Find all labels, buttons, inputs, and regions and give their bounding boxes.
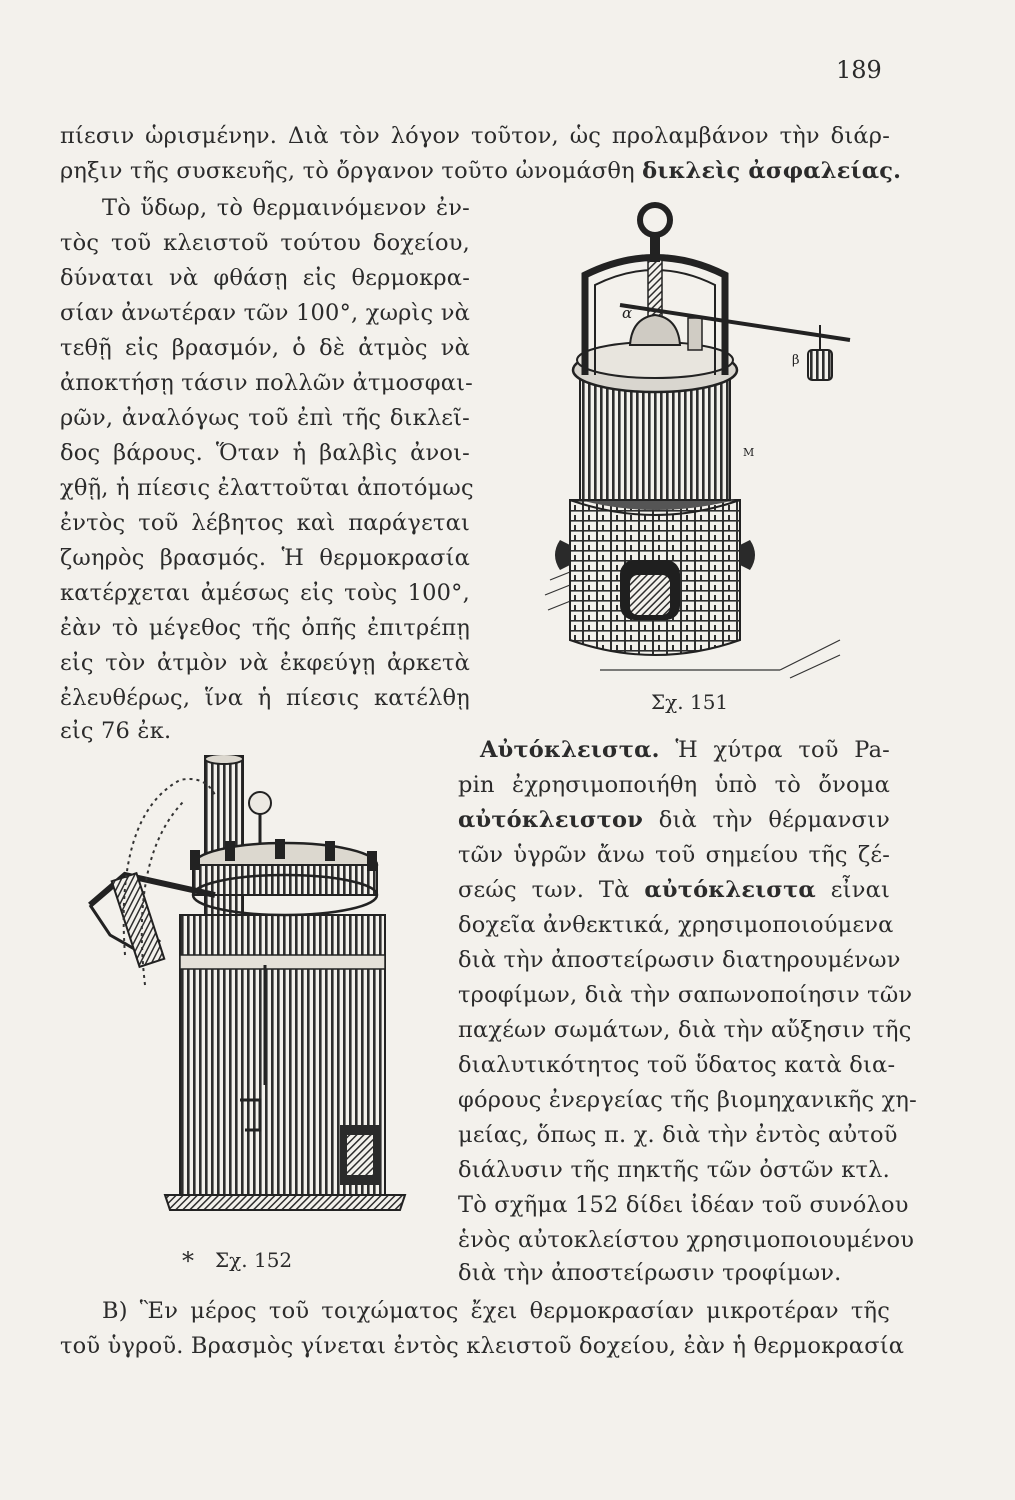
right-line: τροφίμων, διὰ τὴν σαπωνοποίησιν τῶν: [458, 982, 913, 1008]
left-line: εἰς 76 ἐκ.: [60, 718, 172, 744]
left-line: Τὸ ὕδωρ, τὸ θερμαινόμενον ἐν-: [102, 195, 470, 221]
right-line: [458, 805, 890, 835]
right-line: [458, 875, 890, 905]
right-line-5-end: εἶναι: [815, 877, 890, 903]
page-number: 189: [836, 56, 882, 84]
autoclave-term: αὐτόκλειστον: [458, 807, 644, 833]
left-line: ἐὰν τὸ μέγεθος τῆς ὀπῆς ἐπιτρέπῃ: [60, 615, 470, 641]
right-line: διάλυσιν τῆς πηκτῆς τῶν ὀστῶν κτλ.: [458, 1157, 890, 1183]
left-line: εἰς τὸν ἀτμὸν νὰ ἐκφεύγῃ ἀρκετὰ: [60, 650, 470, 676]
figure-151-caption: Σχ. 151: [651, 690, 729, 714]
top-line-2: [60, 156, 901, 186]
right-line: Τὸ σχῆμα 152 δίδει ἰδέαν τοῦ συνόλου: [458, 1192, 909, 1218]
left-line: τὸς τοῦ κλειστοῦ τούτου δοχείου,: [60, 230, 470, 256]
figure-152: [85, 755, 415, 1235]
label-alpha: α: [622, 304, 633, 322]
top-line-1-text: πίεσιν ὡρισμένην. Διὰ τὸν λόγον τοῦτον, ὡς προλαμβάνον τὴν διάρ-: [60, 123, 890, 149]
left-line: ζωηρὸς βρασμός. Ἡ θερμοκρασία: [60, 545, 470, 571]
left-line: ρῶν, ἀναλόγως τοῦ ἐπὶ τῆς δικλεῖ-: [60, 405, 470, 431]
autoclave-illustration: [85, 755, 415, 1235]
autoclave-heading-line: [480, 735, 890, 765]
right-line-3-rest: διὰ τὴν θέρμανσιν: [643, 807, 890, 833]
label-beta: β: [792, 353, 800, 368]
autoclave-heading: Αὐτόκλειστα.: [480, 737, 660, 763]
right-line: παχέων σωμάτων, διὰ τὴν αὔξησιν τῆς: [458, 1017, 912, 1043]
figure-152-caption: Σχ. 152: [215, 1248, 293, 1272]
autoclaves-term: αὐτόκλειστα: [644, 877, 816, 903]
right-line: διαλυτικότητος τοῦ ὕδατος κατὰ δια-: [458, 1052, 896, 1078]
right-line: ἑνὸς αὐτοκλείστου χρησιμοποιουμένου: [458, 1227, 915, 1253]
top-line-1: [60, 121, 890, 151]
top-line-2-text: ρηξιν τῆς συσκευῆς, τὸ ὄργανον τοῦτο ὠνομάσθη: [60, 158, 643, 184]
left-line: χθῇ, ἡ πίεσις ἐλαττοῦται ἀποτόμως: [60, 475, 474, 501]
right-line: διὰ τὴν ἀποστείρωσιν διατηρουμένων: [458, 947, 901, 973]
right-line: τῶν ὑγρῶν ἄνω τοῦ σημείου τῆς ζέ-: [458, 842, 890, 868]
right-line: διὰ τὴν ἀποστείρωσιν τροφίμων.: [458, 1260, 842, 1286]
figure-151: [540, 200, 880, 690]
right-line: δοχεῖα ἀνθεκτικά, χρησιμοποιούμενα: [458, 912, 894, 938]
right-line: pin ἐχρησιμοποιήθη ὑπὸ τὸ ὄνομα: [458, 772, 890, 798]
autoclave-heading-rest: Ἡ χύτρα τοῦ Pa-: [659, 737, 890, 763]
figure-152-star: *: [182, 1247, 194, 1275]
right-line: μείας, ὅπως π. χ. διὰ τὴν ἐντὸς αὐτοῦ: [458, 1122, 898, 1148]
papin-digester-illustration: [540, 200, 880, 690]
left-line: τεθῇ εἰς βρασμόν, ὁ δὲ ἀτμὸς νὰ: [60, 335, 470, 361]
right-line-5-start: σεώς των. Τὰ: [458, 877, 645, 903]
left-line: κατέρχεται ἀμέσως εἰς τοὺς 100°,: [60, 580, 470, 606]
right-line: φόρους ἐνεργείας τῆς βιομηχανικῆς χη-: [458, 1087, 917, 1113]
safety-valve-term: δικλεὶς ἀσφαλείας.: [642, 158, 902, 184]
left-line: σίαν ἀνωτέραν τῶν 100°, χωρὶς νὰ: [60, 300, 470, 326]
left-line: ἀποκτήσῃ τάσιν πολλῶν ἀτμοσφαι-: [60, 370, 473, 396]
bottom-line-2: τοῦ ὑγροῦ. Βρασμὸς γίνεται ἐντὸς κλειστοῦ δοχείου, ἐὰν ἡ θερμοκρασία: [60, 1333, 905, 1359]
bottom-line-1: Β) Ἓν μέρος τοῦ τοιχώματος ἔχει θερμοκρασίαν μικροτέραν τῆς: [102, 1298, 890, 1324]
left-line: δύναται νὰ φθάσῃ εἰς θερμοκρα-: [60, 265, 470, 291]
left-line: ἐντὸς τοῦ λέβητος καὶ παράγεται: [60, 510, 470, 536]
left-line: δος βάρους. Ὅταν ἡ βαλβὶς ἀνοι-: [60, 440, 470, 466]
left-line: ἐλευθέρως, ἵνα ἡ πίεσις κατέλθῃ: [60, 685, 470, 711]
label-mu: Μ: [743, 446, 755, 459]
